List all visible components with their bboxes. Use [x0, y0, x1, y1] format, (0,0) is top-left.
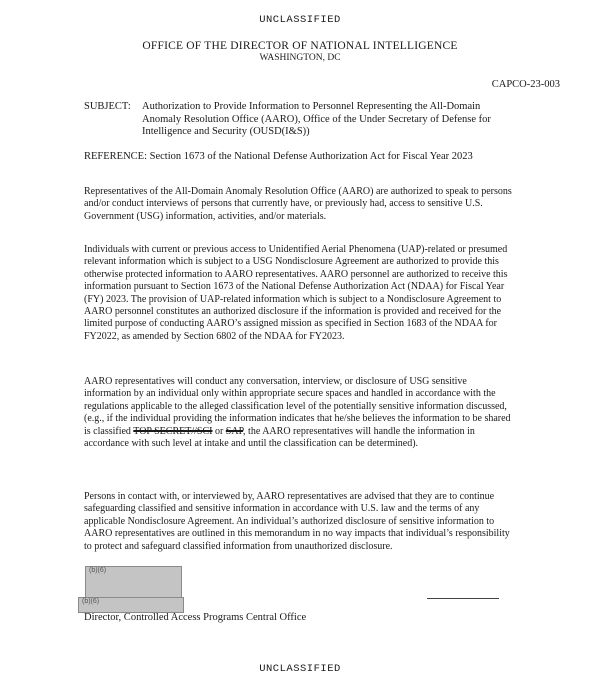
subject-block	[84, 101, 529, 139]
struck-classification-1: TOP SECRET//SCI	[133, 425, 213, 437]
redaction-box-signature	[85, 566, 182, 600]
signature-title: Director, Controlled Access Programs Central Office	[84, 612, 307, 623]
paragraph-3	[84, 376, 512, 450]
redaction-box-name	[78, 597, 184, 613]
paragraph-3-or: or	[212, 425, 226, 437]
subject-line-2: Anomaly Resolution Office (AARO), Office of the Under Secretary of Defense for	[142, 113, 491, 125]
subject-line-1: Authorization to Provide Information to Personnel Representing the All-Domain	[142, 101, 481, 112]
paragraph-4: Persons in contact with, or interviewed by, AARO representatives are advised that they are to continue safeguarding classified and sensitive information in accordance with U.S. law and the terms of any applicable Nondisclosure Agreement. An individual’s authorized disclosure of sensitive information to AARO representatives are outlined in this memorandum in no way impacts that individual’s responsibility to protect and safeguard classified information from unauthorized disclosure.	[84, 491, 510, 552]
struck-classification-2: SAP	[225, 425, 244, 437]
paragraph-1: Representatives of the All-Domain Anomaly Resolution Office (AARO) are authorized to speak to persons and/or conduct interviews of persons that currently have, or previously had, access to sensitive U.S. Government (USG) information, activities, and/or materials.	[84, 186, 512, 222]
reference-line: REFERENCE: Section 1673 of the National Defense Authorization Act for Fiscal Year 2023	[84, 151, 473, 162]
document-number: CAPCO-23-003	[491, 79, 560, 90]
redaction-code-2: (b)(6)	[82, 598, 100, 605]
classification-footer: UNCLASSIFIED	[259, 663, 341, 675]
paragraph-3-part-a: AARO representatives will conduct any conversation, interview, or disclosure of USG sensitive information by an individual only within appropriate secure spaces and handled in accordance with the regulations applicable to the alleged classification level of the potentially sensitive information discussed, (e.g., if the individual providing the information indicates that he/she believes the information to be shared is classified	[84, 376, 511, 437]
signature-line	[427, 598, 499, 599]
subject-line-3: Intelligence and Security (OUSD(I&S))	[142, 126, 310, 137]
office-location: WASHINGTON, DC	[259, 53, 341, 63]
redaction-code-1: (b)(6)	[89, 567, 107, 574]
office-heading: OFFICE OF THE DIRECTOR OF NATIONAL INTELLIGENCE	[142, 40, 458, 52]
subject-label: SUBJECT:	[84, 101, 131, 112]
classification-header: UNCLASSIFIED	[259, 14, 341, 26]
paragraph-2: Individuals with current or previous access to Unidentified Aerial Phenomena (UAP)-related or presumed relevant information which is subject to a USG Nondisclosure Agreement are authorized to provide this otherwise protected information to AARO representatives. AARO personnel are authorized to receive this information pursuant to Section 1673 of the National Defense Authorization Act (NDAA) for Fiscal Year (FY) 2023. The provision of UAP-related information which is subject to a Nondisclosure Agreement to AARO personnel constitutes an authorized disclosure if the information is provided and received for the limited purpose of conducting AARO’s assigned mission as specified in Section 1683 of the NDAA for FY2022, as amended by Section 6802 of the NDAA for FY2023.	[84, 244, 508, 342]
paragraph-3-part-b: , the AARO representatives will handle the information in accordance with such level at intake and until the classification can be determined).	[84, 425, 475, 450]
